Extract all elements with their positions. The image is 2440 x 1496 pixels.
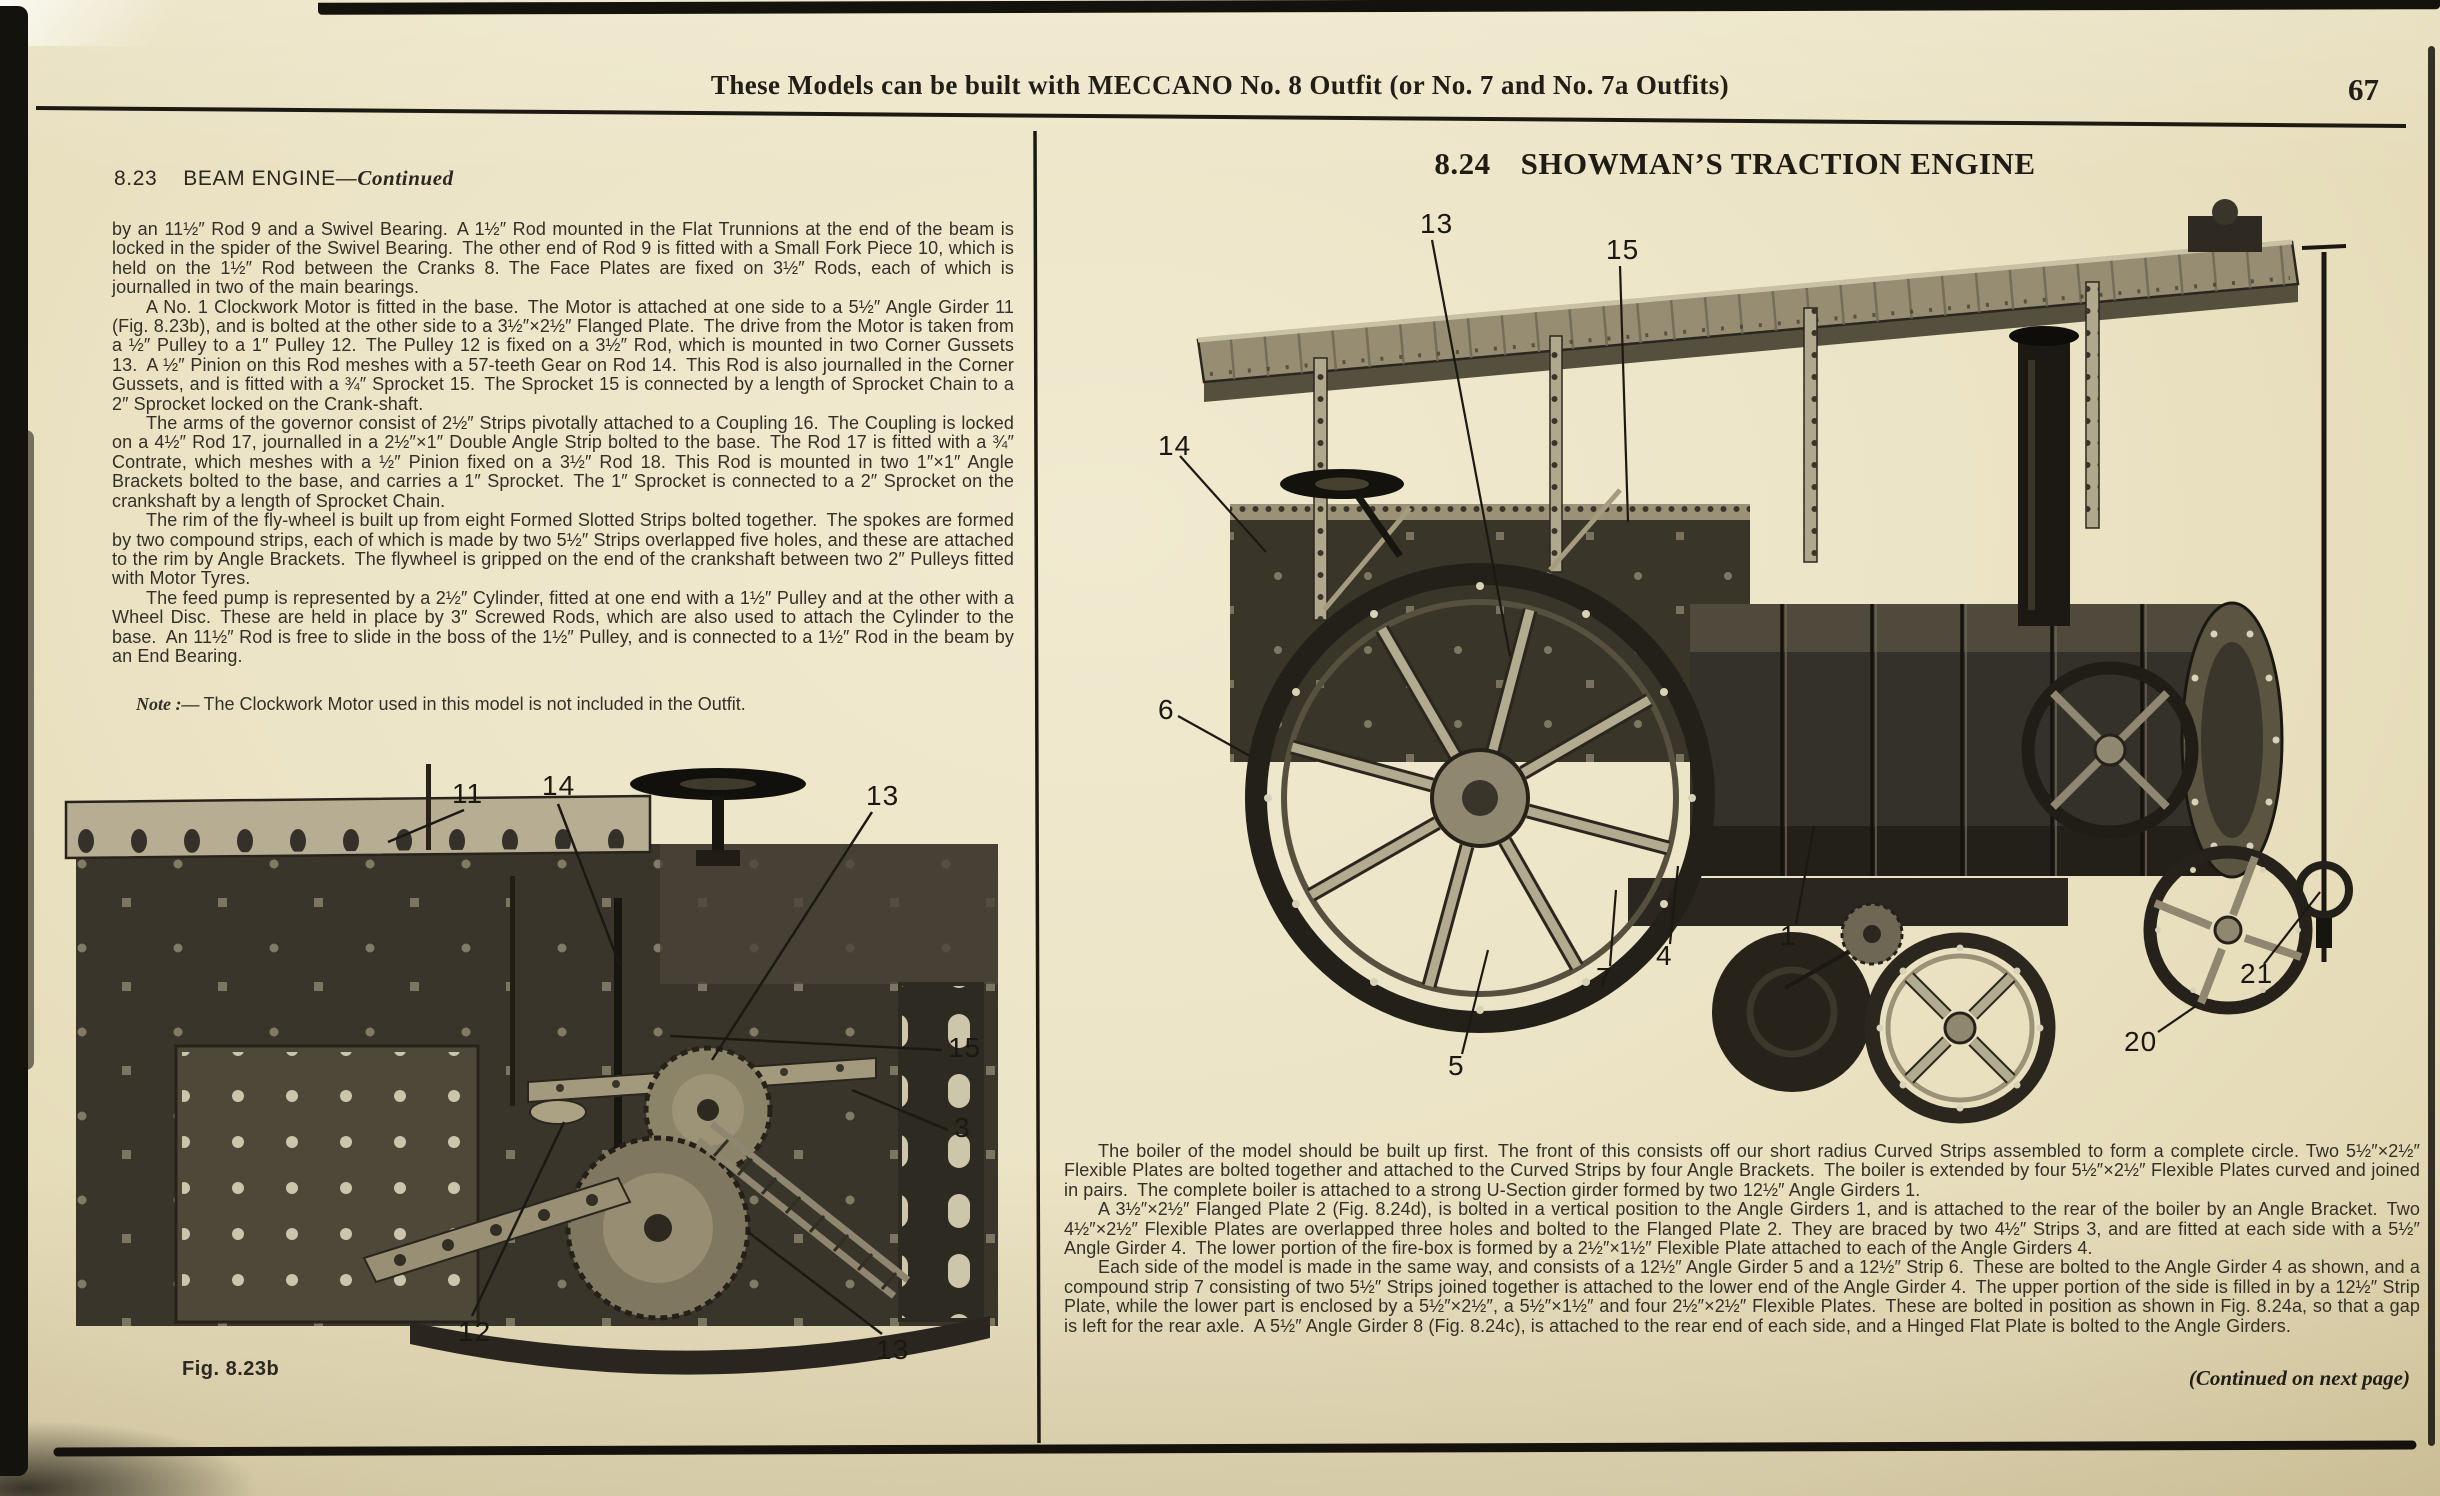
figure-beam-engine [60, 760, 1020, 1386]
callout-label: 14 [542, 770, 576, 801]
callout-label: 14 [1158, 430, 1192, 461]
scan-edge-top [318, 0, 2440, 15]
paragraph: by an 11½″ Rod 9 and a Swivel Bearing. A 1½″ Rod mounted in the Flat Trunnions at the end of the beam is locked in the spider of the Swivel Bearing. The other end of Rod 9 is fitted with a Small Fork Piece 10, which is held on the 1½″ Rod between the Cranks 8. The Face Plates are fixed on 3½″ Rods, each of which is journalled in two of the main bearings. [112, 219, 1014, 298]
scan-edge-left-blotch [16, 430, 34, 1070]
callout-label: 20 [2124, 1026, 2158, 1057]
bottom-rule [58, 1445, 2412, 1452]
beam-engine-illustration [60, 760, 1020, 1386]
section-heading-8-24 [1040, 146, 2430, 182]
hidden-front-wheel [1712, 932, 1872, 1092]
crane-rod [2299, 246, 2349, 962]
section-continued-label: Continued [357, 166, 454, 190]
paragraph: Each side of the model is made in the same way, and consists of a 12½″ Angle Girder 5 and a 12½″ Strip 6. These are bolted to the Angle Girder 4 as shown, and a compound strip 7 consisting of two 5½″ Strips joined together is attached to the lower end of the Angle Girder 4. The upper portion of the side is filled in by a 12½″ Strip Plate, while the lower part is enclosed by a 5½″×2½″, a 5½″×1½″ and four 2½″×2½″ Flexible Plates. These are bolted in position as shown in Fig. 8.24a, so that a gap is left for the rear axle. A 5½″ Angle Girder 8 (Fig. 8.24c), is attached to the rear end of each side, and a Hinged Flat Plate is bolted to the Angle Girders. [1064, 1257, 2420, 1336]
callout-label: 13 [1420, 208, 1454, 239]
rod [510, 876, 515, 1106]
canopy [1198, 199, 2298, 402]
paragraph: The arms of the governor consist of 2½″ Strips pivotally attached to a Coupling 16. The Coupling is locked on a 4½″ Rod 17, journalled in a 2½″×1″ Double Angle Strip bolted to the base. The Rod 17 is fitted with a ¾″ Contrate, which meshes with a ½″ Pinion fixed on a 3½″ Rod 18. This Rod is mounted in two 1″×1″ Angle Brackets bolted to the base, and carries a 1″ Sprocket. The 1″ Sprocket is connected to a 2″ Sprocket on the crankshaft by a length of Sprocket Chain. [112, 413, 1014, 511]
page-number: 67 [2348, 72, 2379, 107]
callout-label: 15 [1606, 234, 1640, 265]
scan-edge-right [2428, 46, 2435, 1446]
section-number: 8.24 [1434, 146, 1491, 181]
scan-corner-highlight [0, 0, 230, 46]
note-line [136, 694, 746, 715]
column-divider [1035, 131, 1039, 1443]
paragraph: The boiler of the model should be built up first. The front of this consists off our short radius Curved Strips assembled to form a complete circle. Two 5½″×2½″ Flexible Plates are bolted together and attached to the Curved Strips by four Angle Brackets. The boiler is extended by four 5½″×2½″ Flexible Plates curved and joined in pairs. The complete boiler is attached to a strong U-Section girder formed by two 12½″ Angle Girders 1. [1064, 1141, 2420, 1200]
figure-traction-engine [1080, 190, 2380, 1140]
angle-girder-11 [66, 796, 650, 858]
callout-label: 7 [1596, 962, 1613, 993]
figure-caption: Fig. 8.23b [182, 1358, 280, 1380]
callout-label: 12 [458, 1316, 492, 1347]
callout-label: 4 [1656, 940, 1673, 971]
boiler [1690, 604, 2234, 876]
header-rule [36, 108, 2406, 126]
callout-label: 15 [948, 1032, 982, 1063]
note-label: Note :— [136, 694, 200, 714]
callout-label: 1 [1780, 920, 1797, 951]
section-number: 8.23 [114, 167, 158, 190]
rod [426, 764, 431, 850]
section-title: SHOWMAN’S TRACTION ENGINE [1520, 146, 2036, 181]
callout-label: 6 [1158, 694, 1175, 725]
paragraph: A No. 1 Clockwork Motor is fitted in the base. The Motor is attached at one side to a 5½″ Angle Girder 11 (Fig. 8.23b), and is bolted at the other side to a 3½″×2½″ Flanged Plate. The drive from the Motor is taken from a ½″ Pulley to a 1″ Pulley 12. The Pulley 12 is fixed on a 3½″ Rod, which is mounted in two Corner Gussets 13. A ½″ Pinion on this Rod meshes with a 57-teeth Gear on Rod 14. This Rod is also journalled in the Corner Gussets, and is fitted with a ¾″ Sprocket 15. The Sprocket 15 is connected by a length of Sprocket Chain to a 2″ Sprocket locked on the Crank-shaft. [112, 296, 1014, 414]
chimney [2009, 326, 2079, 626]
front-wheel [1872, 940, 2048, 1116]
section-title: BEAM ENGINE— [183, 167, 358, 190]
cab-body [1230, 504, 1750, 762]
pulley-12 [530, 1100, 586, 1124]
traction-engine-illustration [1080, 190, 2380, 1140]
scan-corner-smudge [0, 1420, 260, 1496]
right-column-text [1064, 1142, 2420, 1336]
section-heading-8-23 [114, 166, 454, 191]
callout-label: 13 [876, 1334, 910, 1365]
callout-label: 5 [1448, 1050, 1465, 1081]
left-column-text [112, 220, 1014, 666]
note-text: The Clockwork Motor used in this model is not included in the Outfit. [203, 694, 746, 714]
paragraph: The feed pump is represented by a 2½″ Cylinder, fitted at one end with a 1½″ Pulley and at the other with a Wheel Disc. These are held in place by 3″ Screwed Rods, which are also used to attach the Cylinder to the base. An 11½″ Rod is free to slide in the boss of the 1½″ Pulley, and is connected to a 1½″ Rod in the beam by an End Bearing. [112, 587, 1014, 666]
continued-note: (Continued on next page) [2188, 1366, 2410, 1390]
page-header: These Models can be built with MECCANO No. 8 Outfit (or No. 7 and No. 7a Outfits) [710, 70, 1730, 100]
callout-label: 13 [866, 780, 900, 811]
callout-label: 11 [452, 778, 484, 809]
paragraph: The rim of the fly-wheel is built up from eight Formed Slotted Strips bolted together. The spokes are formed by two compound strips, each of which is made by two 5½″ Strips overlapped five holes, and these are attached to the rim by Angle Brackets. The flywheel is gripped on the end of the crankshaft between two 2″ Pulleys fitted with Motor Tyres. [112, 510, 1014, 589]
paragraph: A 3½″×2½″ Flanged Plate 2 (Fig. 8.24d), is bolted in a vertical position to the Angle Girders 1, and is attached to the rear of the boiler by an Angle Bracket. Two 4½″×2½″ Flexible Plates are overlapped three holes and bolted to the Flanged Plate 2. They are braced by two 4½″ Strips 3, and are fitted at each side with a 5½″ Angle Girder 4. The lower portion of the fire-box is formed by a 2½″×1½″ Flexible Plate attached to each of the Angle Girders 4. [1064, 1199, 2420, 1259]
callout-label: 21 [2240, 958, 2274, 989]
callout-label: 3 [954, 1112, 971, 1143]
